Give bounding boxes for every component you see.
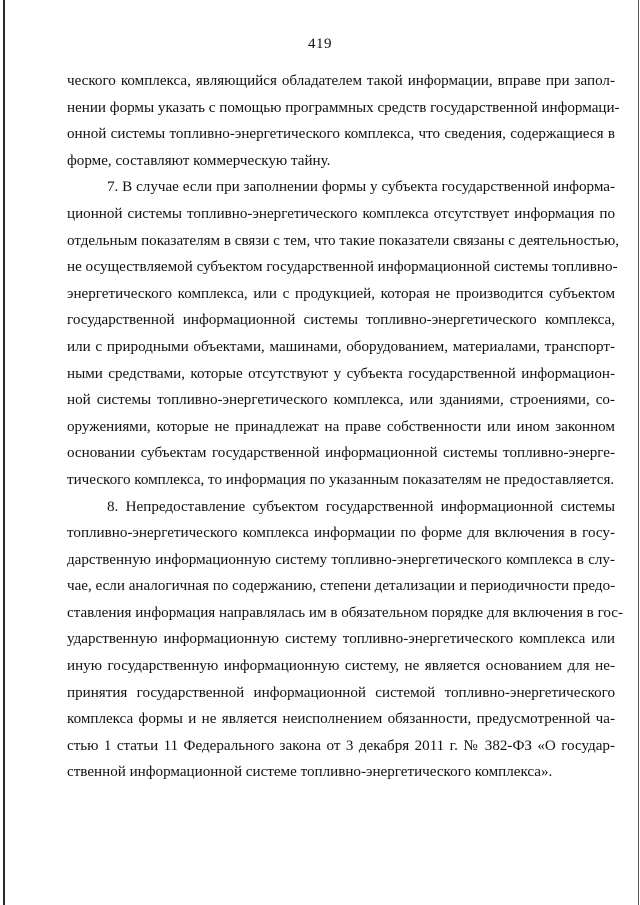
scan-edge-left bbox=[3, 0, 5, 905]
text-line: ственной информационной системе топливно-энергетического комплекса». bbox=[67, 764, 553, 781]
text-line: ставления информация направлялась им в обязательном порядке для включения в гос- bbox=[67, 604, 624, 621]
text-line: чае, если аналогичная по содержанию, степени детализации и периодичности предо- bbox=[67, 578, 616, 595]
text-line: нении формы указать с помощью программных средств государственной информаци- bbox=[67, 99, 620, 116]
text-line: топливно-энергетического комплекса информации по форме для включения в госу- bbox=[67, 525, 615, 542]
text-line: ударственную информационную систему топливно-энергетического комплекса или bbox=[67, 631, 615, 648]
text-line: ционной системы топливно-энергетического комплекса отсутствует информация по bbox=[67, 205, 615, 222]
text-line: отдельным показателям в связи с тем, что такие показатели связаны с деятельностью, bbox=[67, 232, 620, 249]
text-line: стью 1 статьи 11 Федерального закона от 3 декабря 2011 г. № 382-ФЗ «О государ- bbox=[67, 737, 615, 754]
text-line: ческого комплекса, являющийся обладателем такой информации, вправе при запол- bbox=[67, 73, 615, 89]
text-line: или с природными объектами, машинами, оборудованием, материалами, транспорт- bbox=[67, 338, 615, 355]
text-line: 8. Непредоставление субъектом государственной информационной системы bbox=[107, 498, 615, 515]
text-line: форме, составляют коммерческую тайну. bbox=[67, 152, 331, 169]
paragraph-item-7 bbox=[67, 174, 620, 493]
text-line: оружениями, которые не принадлежат на праве собственности или ином законном bbox=[67, 418, 615, 435]
paragraph-continuation bbox=[67, 68, 620, 174]
document-body bbox=[67, 68, 624, 786]
scan-edge-right bbox=[638, 0, 639, 905]
text-line: ной системы топливно-энергетического комплекса, или зданиями, строениями, со- bbox=[67, 392, 615, 409]
text-line: ными средствами, которые отсутствуют у субъекта государственной информацион- bbox=[67, 365, 615, 382]
text-line: иную государственную информационную систему, не является основанием для не- bbox=[67, 658, 615, 675]
text-line: тического комплекса, то информация по указанным показателям не предоставляется. bbox=[67, 471, 615, 488]
text-line: 7. В случае если при заполнении формы у субъекта государственной информа- bbox=[107, 179, 615, 196]
text-line: не осуществляемой субъектом государственной информационной системы топливно- bbox=[67, 259, 618, 276]
text-line: онной системы топливно-энергетического комплекса, что сведения, содержащиеся в bbox=[67, 126, 615, 143]
text-line: комплекса формы и не является неисполнением обязанности, предусмотренной ча- bbox=[67, 711, 615, 728]
text-line: государственной информационной системы топливно-энергетического комплекса, bbox=[67, 312, 615, 329]
text-line: принятия государственной информационной системой топливно-энергетического bbox=[67, 684, 615, 701]
page-number: 419 bbox=[308, 36, 332, 52]
text-line: основании субъектам государственной информационной системы топливно-энерге- bbox=[67, 445, 615, 462]
paragraph-item-8 bbox=[67, 494, 624, 787]
text-line: энергетического комплекса, или с продукцией, которая не производится субъектом bbox=[67, 285, 615, 302]
text-line: дарственную информационную систему топливно-энергетического комплекса в слу- bbox=[67, 551, 615, 568]
